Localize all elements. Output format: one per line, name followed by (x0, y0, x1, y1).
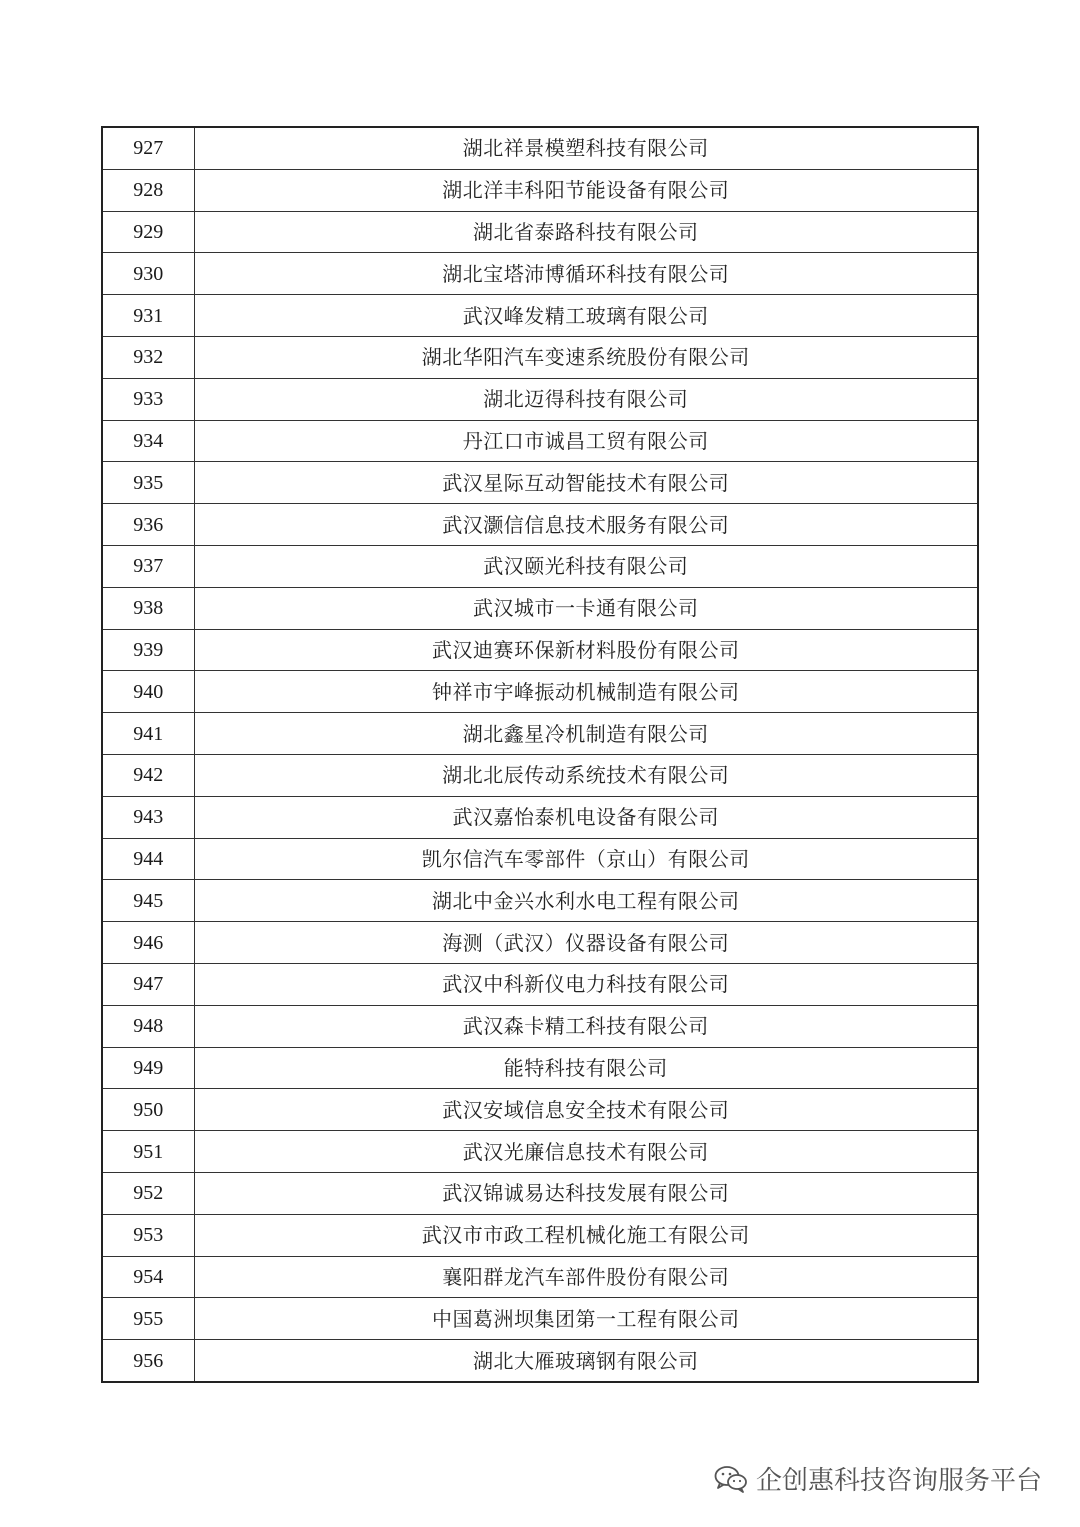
company-list-body (102, 127, 978, 1382)
row-number: 939 (102, 629, 194, 671)
row-number: 948 (102, 1005, 194, 1047)
table-row (102, 963, 978, 1005)
row-number: 944 (102, 838, 194, 880)
row-number: 955 (102, 1298, 194, 1340)
row-number: 932 (102, 336, 194, 378)
company-name: 武汉星际互动智能技术有限公司 (194, 462, 978, 504)
company-name: 能特科技有限公司 (194, 1047, 978, 1089)
table-row (102, 1089, 978, 1131)
table-row (102, 796, 978, 838)
table-row (102, 462, 978, 504)
row-number: 936 (102, 504, 194, 546)
row-number: 956 (102, 1340, 194, 1382)
table-row (102, 1005, 978, 1047)
row-number: 930 (102, 253, 194, 295)
row-number: 947 (102, 963, 194, 1005)
company-name: 武汉迪赛环保新材料股份有限公司 (194, 629, 978, 671)
wechat-icon (714, 1465, 748, 1493)
company-name: 丹江口市诚昌工贸有限公司 (194, 420, 978, 462)
company-name: 湖北北辰传动系统技术有限公司 (194, 754, 978, 796)
company-name: 湖北大雁玻璃钢有限公司 (194, 1340, 978, 1382)
company-name: 武汉光廉信息技术有限公司 (194, 1131, 978, 1173)
company-name: 襄阳群龙汽车部件股份有限公司 (194, 1256, 978, 1298)
row-number: 933 (102, 378, 194, 420)
company-name: 武汉灏信信息技术服务有限公司 (194, 504, 978, 546)
company-name: 湖北中金兴水利水电工程有限公司 (194, 880, 978, 922)
row-number: 952 (102, 1172, 194, 1214)
company-name: 武汉颐光科技有限公司 (194, 545, 978, 587)
row-number: 941 (102, 713, 194, 755)
table-row (102, 378, 978, 420)
company-name: 武汉市市政工程机械化施工有限公司 (194, 1214, 978, 1256)
table-row (102, 253, 978, 295)
row-number: 929 (102, 211, 194, 253)
company-name: 湖北省泰路科技有限公司 (194, 211, 978, 253)
row-number: 951 (102, 1131, 194, 1173)
company-name: 武汉安域信息安全技术有限公司 (194, 1089, 978, 1131)
company-list-table (101, 126, 979, 1383)
company-name: 湖北洋丰科阳节能设备有限公司 (194, 169, 978, 211)
company-name: 武汉城市一卡通有限公司 (194, 587, 978, 629)
table-row (102, 1047, 978, 1089)
row-number: 928 (102, 169, 194, 211)
row-number: 938 (102, 587, 194, 629)
company-name: 湖北宝塔沛博循环科技有限公司 (194, 253, 978, 295)
company-name: 武汉中科新仪电力科技有限公司 (194, 963, 978, 1005)
company-name: 海测（武汉）仪器设备有限公司 (194, 922, 978, 964)
company-name: 凯尔信汽车零部件（京山）有限公司 (194, 838, 978, 880)
row-number: 940 (102, 671, 194, 713)
table-row (102, 420, 978, 462)
table-row (102, 545, 978, 587)
table-row (102, 629, 978, 671)
row-number: 946 (102, 922, 194, 964)
company-name: 湖北祥景模塑科技有限公司 (194, 127, 978, 169)
table-row (102, 1298, 978, 1340)
row-number: 949 (102, 1047, 194, 1089)
table-row (102, 880, 978, 922)
table-row (102, 211, 978, 253)
row-number: 945 (102, 880, 194, 922)
company-name: 武汉锦诚易达科技发展有限公司 (194, 1172, 978, 1214)
row-number: 943 (102, 796, 194, 838)
company-name: 武汉嘉怡泰机电设备有限公司 (194, 796, 978, 838)
row-number: 927 (102, 127, 194, 169)
row-number: 953 (102, 1214, 194, 1256)
company-name: 湖北迈得科技有限公司 (194, 378, 978, 420)
company-name: 武汉峰发精工玻璃有限公司 (194, 295, 978, 337)
row-number: 950 (102, 1089, 194, 1131)
table-row (102, 587, 978, 629)
table-row (102, 713, 978, 755)
company-name: 湖北华阳汽车变速系统股份有限公司 (194, 336, 978, 378)
table-row (102, 1214, 978, 1256)
row-number: 937 (102, 545, 194, 587)
table-row (102, 1131, 978, 1173)
table-row (102, 1256, 978, 1298)
table-row (102, 127, 978, 169)
row-number: 931 (102, 295, 194, 337)
company-name: 湖北鑫星冷机制造有限公司 (194, 713, 978, 755)
table-row (102, 1172, 978, 1214)
watermark (714, 1460, 1042, 1497)
row-number: 954 (102, 1256, 194, 1298)
table-row (102, 838, 978, 880)
company-name: 中国葛洲坝集团第一工程有限公司 (194, 1298, 978, 1340)
table-row (102, 169, 978, 211)
table-row (102, 504, 978, 546)
row-number: 935 (102, 462, 194, 504)
table-row (102, 754, 978, 796)
row-number: 942 (102, 754, 194, 796)
table-row (102, 922, 978, 964)
table-row (102, 295, 978, 337)
row-number: 934 (102, 420, 194, 462)
table-row (102, 336, 978, 378)
watermark-text: 企创惠科技咨询服务平台 (755, 1466, 1042, 1496)
company-name: 钟祥市宇峰振动机械制造有限公司 (194, 671, 978, 713)
company-name: 武汉森卡精工科技有限公司 (194, 1005, 978, 1047)
table-row (102, 1340, 978, 1382)
table-row (102, 671, 978, 713)
